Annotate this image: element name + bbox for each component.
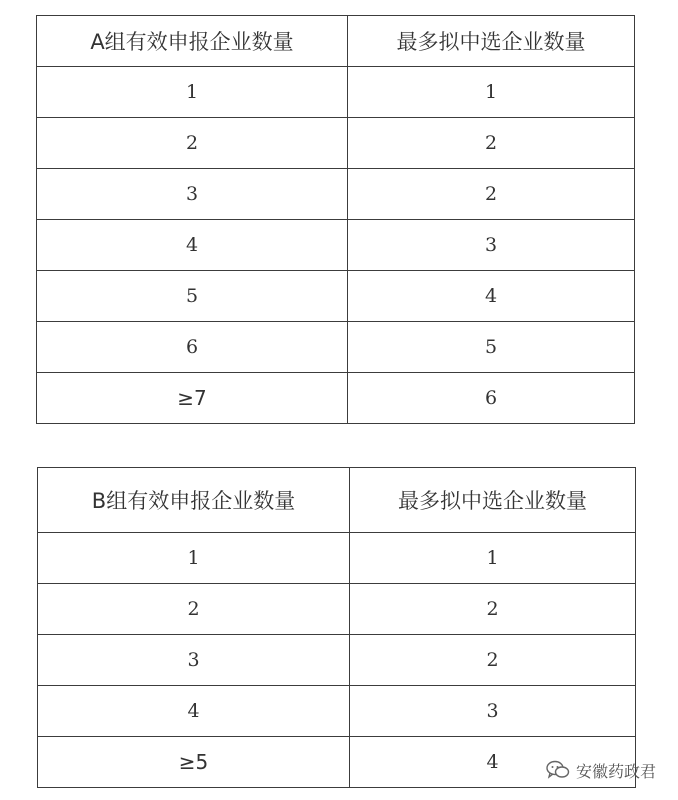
watermark — [546, 759, 656, 781]
max-selected-cell: 1 — [350, 533, 636, 584]
table-row — [37, 322, 635, 373]
applicant-count-cell: 3 — [38, 635, 350, 686]
applicant-count-cell: 1 — [37, 67, 348, 118]
table-row — [38, 533, 636, 584]
group-b-table — [37, 467, 636, 788]
max-selected-cell: 6 — [348, 373, 635, 424]
max-selected-cell: 2 — [350, 584, 636, 635]
max-selected-cell: 4 — [350, 737, 636, 788]
max-selected-cell: 5 — [348, 322, 635, 373]
max-selected-header: 最多拟中选企业数量 — [348, 16, 635, 67]
group-b-count-header: B组有效申报企业数量 — [38, 468, 350, 533]
table-header-row — [37, 16, 635, 67]
max-selected-cell: 2 — [350, 635, 636, 686]
group-a-table — [36, 15, 635, 424]
max-selected-cell: 2 — [348, 118, 635, 169]
max-selected-cell: 4 — [348, 271, 635, 322]
table-header-row — [38, 468, 636, 533]
group-a-count-header: A组有效申报企业数量 — [37, 16, 348, 67]
applicant-count-cell: 1 — [38, 533, 350, 584]
applicant-count-cell: 4 — [37, 220, 348, 271]
max-selected-cell: 2 — [348, 169, 635, 220]
wechat-icon — [546, 760, 570, 780]
table-row — [38, 584, 636, 635]
table-row — [38, 686, 636, 737]
applicant-count-cell: 4 — [38, 686, 350, 737]
table-row — [37, 271, 635, 322]
table-row — [37, 118, 635, 169]
applicant-count-cell: 3 — [37, 169, 348, 220]
table-row — [38, 635, 636, 686]
max-selected-cell: 3 — [350, 686, 636, 737]
table-row — [37, 220, 635, 271]
watermark-text: 安徽药政君 — [576, 761, 657, 781]
max-selected-header: 最多拟中选企业数量 — [350, 468, 636, 533]
applicant-count-cell: 2 — [38, 584, 350, 635]
max-selected-cell: 3 — [348, 220, 635, 271]
applicant-count-cell: ≥5 — [38, 737, 350, 788]
applicant-count-cell: 6 — [37, 322, 348, 373]
applicant-count-cell: ≥7 — [37, 373, 348, 424]
table-row — [37, 67, 635, 118]
max-selected-cell: 1 — [348, 67, 635, 118]
applicant-count-cell: 2 — [37, 118, 348, 169]
applicant-count-cell: 5 — [37, 271, 348, 322]
table-row — [37, 373, 635, 424]
table-row — [37, 169, 635, 220]
